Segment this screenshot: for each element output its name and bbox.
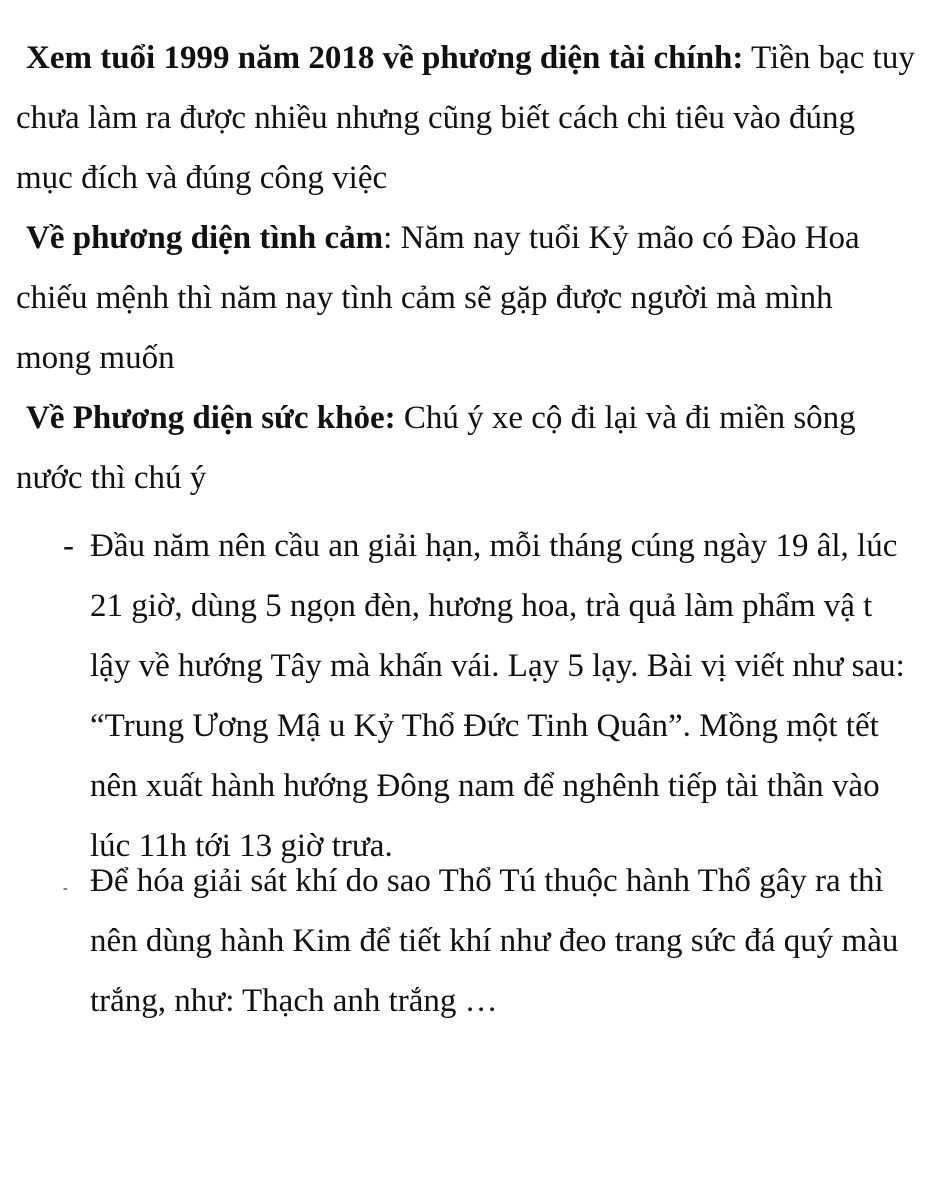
- list-item: [63, 516, 916, 876]
- list-item: [63, 851, 916, 1031]
- love-text: : Năm nay tuổi Kỷ mão có Đào Hoa chiếu mệnh thì năm nay tình cảm sẽ gặp được người mà mình mong muốn: [16, 220, 860, 376]
- health-heading: Về Phương diện sức khỏe:: [26, 400, 396, 436]
- bullet-marker: -: [63, 881, 68, 896]
- bullet-marker: -: [63, 528, 74, 564]
- finance-heading: Xem tuổi 1999 năm 2018 về phương diện tài chính:: [26, 40, 744, 76]
- list-item-text: Để hóa giải sát khí do sao Thổ Tú thuộc hành Thổ gây ra thì nên dùng hành Kim để tiết khí như đeo trang sức đá quý màu trắng, như: Thạch anh trắng …: [90, 863, 899, 1019]
- health-paragraph: [16, 388, 916, 508]
- love-heading: Về phương diện tình cảm: [26, 220, 384, 256]
- health-text: Chú ý xe cộ đi lại và đi miền sông nước thì chú ý: [16, 400, 856, 496]
- list-item-text: Đầu năm nên cầu an giải hạn, mỗi tháng cúng ngày 19 âl, lúc 21 giờ, dùng 5 ngọn đèn, hương hoa, trà quả làm phẩm vậ t lậy về hướng Tây mà khấn vái. Lạy 5 lạy. Bài vị viết như sau: “Trung Ương Mậ u Kỷ Thổ Đức Tinh Quân”. Mồng một tết nên xuất hành hướng Đông nam để nghênh tiếp tài thần vào lúc 11h tới 13 giờ trưa.: [90, 528, 905, 864]
- love-paragraph: [16, 208, 916, 388]
- finance-paragraph: [16, 28, 916, 208]
- finance-text: Tiền bạc tuy chưa làm ra được nhiều nhưng cũng biết cách chi tiêu vào đúng mục đích và đúng công việc: [16, 40, 915, 196]
